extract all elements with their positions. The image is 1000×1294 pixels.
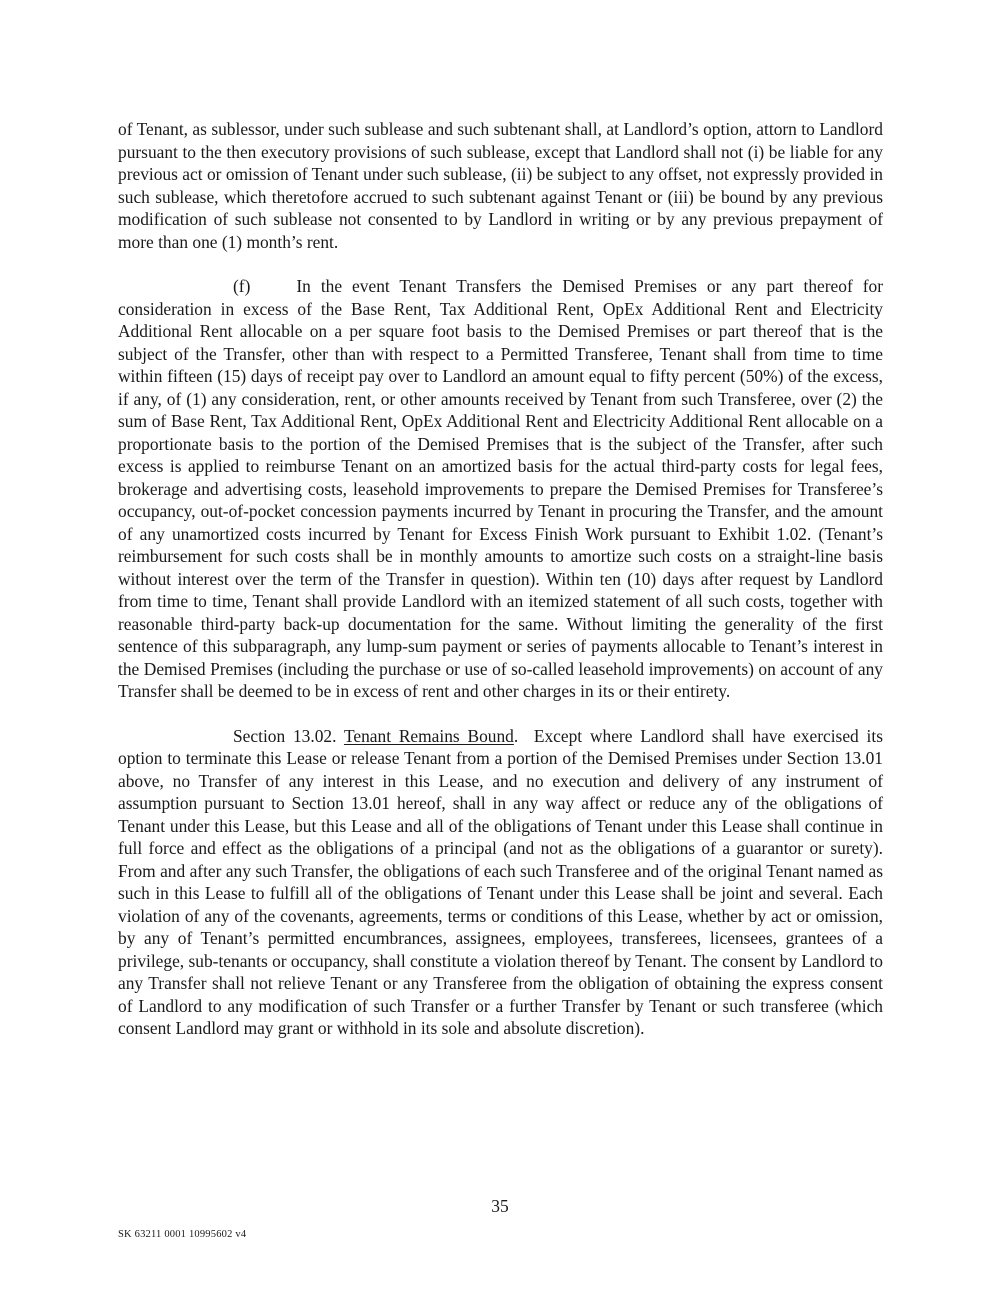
paragraph-f <box>118 275 883 703</box>
paragraph-sublease-continuation <box>118 118 883 253</box>
section-heading: Tenant Remains Bound <box>343 725 514 746</box>
section-number: Section 13.02. <box>233 725 337 746</box>
section-text: Except where Landlord shall have exercised its option to terminate this Lease or release Tenant from a portion of the Demised Premises under Section 13.01 above, no Transfer of any interest in this Lease, and no execution and delivery of any instrument of assumption pursuant to Section 13.01 hereof, shall in any way affect or reduce any of the obligations of Tenant under this Lease, but this Lease and all of the obligations of Tenant under this Lease shall continue in full force and effect as the obligations of a principal (and not as the obligations of a guarantor or surety). From and after any such Transfer, the obligations of each such Transferee and of the original Tenant named as such in this Lease to fulfill all of the obligations of Tenant under this Lease shall be joint and several. Each violation of any of the covenants, agreements, terms or conditions of this Lease, whether by act or omission, by any of Tenant’s permitted encumbrances, assignees, employees, transferees, licensees, grantees of a privilege, sub-tenants or occupancy, shall constitute a violation thereof by Tenant. The consent by Landlord to any Transfer shall not relieve Tenant or any Transferee from the obligation of obtaining the express consent of Landlord to any modification of such Transfer or a further Transfer by Tenant or such transferee (which consent Landlord may grant or withhold in its sole and absolute discretion). <box>118 725 883 1038</box>
page-number: 35 <box>491 1196 509 1216</box>
section-13-02 <box>118 725 883 1040</box>
paragraph-text: In the event Tenant Transfers the Demised Premises or any part thereof for consideration in excess of the Base Rent, Tax Additional Rent, OpEx Additional Rent and Electricity Additional Rent allocable on a per square foot basis to the Demised Premises or part thereof that is the subject of the Transfer, other than with respect to a Permitted Transferee, Tenant shall from time to time within fifteen (15) days of receipt pay over to Landlord an amount equal to fifty percent (50%) of the excess, if any, of (1) any consideration, rent, or other amounts received by Tenant from such Transferee, over (2) the sum of Base Rent, Tax Additional Rent, OpEx Additional Rent and Electricity Additional Rent allocable on a proportionate basis to the portion of the Demised Premises that is the subject of the Transfer, after such excess is applied to reimburse Tenant on an amortized basis for the actual third-party costs for legal fees, brokerage and advertising costs, leasehold improvements to prepare the Demised Premises for Transferee’s occupancy, out-of-pocket concession payments incurred by Tenant in procuring the Transfer, and the amount of any unamortized costs incurred by Tenant for Excess Finish Work pursuant to Exhibit 1.02. (Tenant’s reimbursement for such costs shall be in monthly amounts to amortize such costs on a straight-line basis without interest over the term of the Transfer in question). Within ten (10) days after request by Landlord from time to time, Tenant shall provide Landlord with an itemized statement of all such costs, together with reasonable third-party back-up documentation for the same. Without limiting the generality of the first sentence of this subparagraph, any lump-sum payment or series of payments allocable to Tenant’s interest in the Demised Premises (including the purchase or use of so-called leasehold improvements) on account of any Transfer shall be deemed to be in excess of rent and other charges in its or their entirety. <box>118 276 883 701</box>
section-heading-punct: . <box>513 725 519 746</box>
paragraph-label: (f) <box>233 276 251 296</box>
footer-document-code: SK 63211 0001 10995602 v4 <box>118 1229 247 1240</box>
paragraph-text: of Tenant, as sublessor, under such sublease and such subtenant shall, at Landlord’s option, attorn to Landlord pursuant to the then executory provisions of such sublease, except that Landlord shall not (i) be liable for any previous act or omission of Tenant under such sublease, (ii) be subject to any offset, not expressly provided in such sublease, which theretofore accrued to such subtenant against Tenant or (iii) be bound by any previous modification of such sublease not consented to by Landlord in writing or by any previous prepayment of more than one (1) month’s rent. <box>118 119 883 252</box>
body-text <box>118 118 883 1040</box>
